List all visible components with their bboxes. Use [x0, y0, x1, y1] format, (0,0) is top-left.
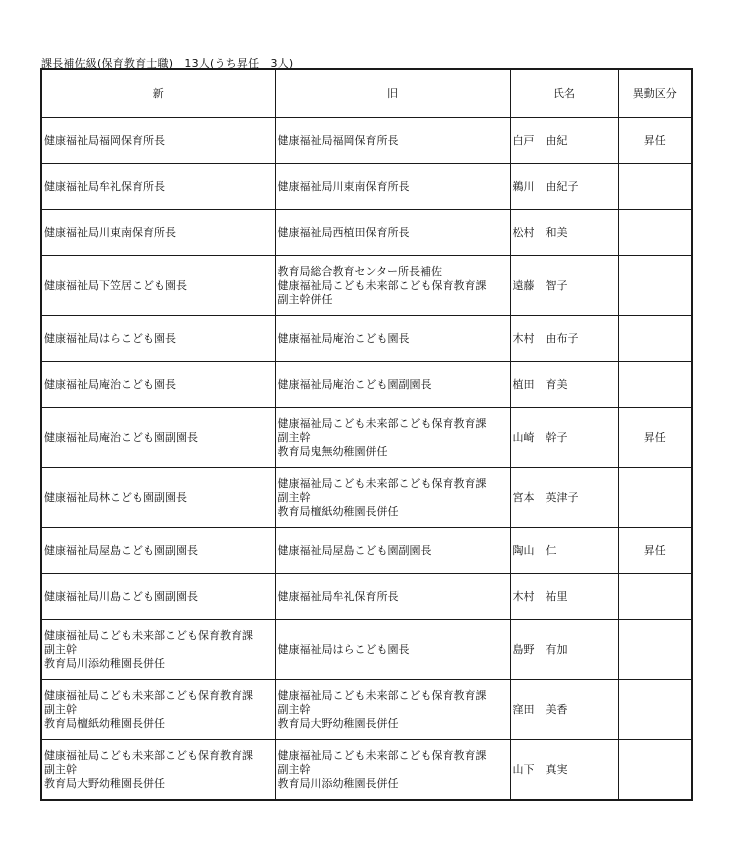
table-row: [41, 740, 692, 801]
personnel-table: [40, 68, 693, 801]
new-position-line: 健康福祉局こども未来部こども保育教育課: [44, 748, 253, 762]
header-kubun: 異動区分: [618, 69, 692, 118]
new-position-line: 副主幹: [44, 642, 77, 656]
table-body: [41, 118, 692, 801]
person-name-cell: 植田 育美: [510, 362, 618, 408]
table-row: [41, 164, 692, 210]
person-name-cell: 山崎 幹子: [510, 408, 618, 468]
person-name-cell: 木村 由布子: [510, 316, 618, 362]
old-position-line: 副主幹併任: [277, 292, 333, 306]
new-position-cell: [41, 408, 275, 468]
person-name-cell: 鵜川 由紀子: [510, 164, 618, 210]
old-position-line: 健康福祉局はらこども園長: [277, 642, 410, 656]
transfer-type-cell: [618, 574, 692, 620]
old-position-cell: [275, 740, 510, 801]
header-old: 旧: [275, 69, 510, 118]
table-row: [41, 574, 692, 620]
transfer-type-cell: [618, 680, 692, 740]
old-position-line: 健康福祉局こども未来部こども保育教育課: [277, 688, 487, 702]
old-position-cell: [275, 528, 510, 574]
new-position-cell: [41, 362, 275, 408]
transfer-type-cell: [618, 210, 692, 256]
new-position-line: 健康福祉局下笠居こども園長: [44, 278, 187, 292]
old-position-line: 教育局鬼無幼稚園併任: [277, 444, 388, 458]
old-position-line: 健康福祉局庵治こども園副園長: [277, 377, 432, 391]
new-position-cell: [41, 210, 275, 256]
new-position-cell: [41, 164, 275, 210]
table-row: [41, 620, 692, 680]
new-position-line: 健康福祉局こども未来部こども保育教育課: [44, 688, 253, 702]
new-position-line: 健康福祉局川島こども園副園長: [44, 589, 198, 603]
table-row: [41, 316, 692, 362]
new-position-line: 教育局川添幼稚園長併任: [44, 656, 165, 670]
table-row: [41, 680, 692, 740]
transfer-type-cell: [618, 740, 692, 801]
new-position-line: 健康福祉局こども未来部こども保育教育課: [44, 628, 253, 642]
new-position-cell: [41, 256, 275, 316]
old-position-line: 副主幹: [277, 490, 311, 504]
old-position-line: 健康福祉局こども未来部こども保育教育課: [277, 476, 487, 490]
new-position-cell: [41, 316, 275, 362]
old-position-line: 教育局川添幼稚園長併任: [277, 776, 399, 790]
old-position-line: 健康福祉局こども未来部こども保育教育課: [277, 278, 487, 292]
table-row: [41, 468, 692, 528]
old-position-cell: [275, 164, 510, 210]
document-caption: 課長補佐級(保育教育士職) 13人(うち昇任 3人): [41, 57, 294, 70]
table-header: [41, 69, 692, 118]
old-position-cell: [275, 362, 510, 408]
old-position-cell: [275, 574, 510, 620]
person-name-cell: 遠藤 智子: [510, 256, 618, 316]
old-position-line: 健康福祉局こども未来部こども保育教育課: [277, 416, 487, 430]
person-name-cell: 白戸 由紀: [510, 118, 618, 164]
table-row: [41, 408, 692, 468]
old-position-cell: [275, 680, 510, 740]
table-row: [41, 210, 692, 256]
new-position-line: 健康福祉局庵治こども園副園長: [44, 430, 198, 444]
new-position-line: 健康福祉局庵治こども園長: [44, 377, 176, 391]
person-name-cell: 木村 祐里: [510, 574, 618, 620]
old-position-line: 副主幹: [277, 430, 311, 444]
table-row: [41, 528, 692, 574]
table-row: [41, 256, 692, 316]
new-position-line: 健康福祉局林こども園副園長: [44, 490, 187, 504]
transfer-type-cell: 昇任: [618, 408, 692, 468]
transfer-type-cell: [618, 620, 692, 680]
old-position-cell: [275, 256, 510, 316]
transfer-type-cell: 昇任: [618, 118, 692, 164]
header-row: [41, 69, 692, 118]
new-position-line: 健康福祉局牟礼保育所長: [44, 179, 165, 193]
old-position-cell: [275, 316, 510, 362]
person-name-cell: 宮本 英津子: [510, 468, 618, 528]
old-position-line: 副主幹: [277, 762, 311, 776]
old-position-line: 健康福祉局庵治こども園長: [277, 331, 410, 345]
old-position-cell: [275, 620, 510, 680]
old-position-cell: [275, 468, 510, 528]
transfer-type-cell: [618, 256, 692, 316]
new-position-cell: [41, 680, 275, 740]
new-position-cell: [41, 468, 275, 528]
old-position-cell: [275, 408, 510, 468]
new-position-line: 健康福祉局はらこども園長: [44, 331, 176, 345]
transfer-type-cell: [618, 316, 692, 362]
old-position-line: 副主幹: [277, 702, 311, 716]
old-position-cell: [275, 210, 510, 256]
header-name: 氏名: [510, 69, 618, 118]
old-position-line: 健康福祉局屋島こども園副園長: [277, 543, 432, 557]
transfer-type-cell: [618, 164, 692, 210]
old-position-line: 教育局檀紙幼稚園長併任: [277, 504, 399, 518]
person-name-cell: 山下 真実: [510, 740, 618, 801]
person-name-cell: 陶山 仁: [510, 528, 618, 574]
person-name-cell: 窪田 美香: [510, 680, 618, 740]
old-position-line: 教育局大野幼稚園長併任: [277, 716, 399, 730]
header-new: 新: [41, 69, 275, 118]
new-position-line: 教育局大野幼稚園長併任: [44, 776, 165, 790]
table-row: [41, 118, 692, 164]
new-position-line: 副主幹: [44, 762, 77, 776]
new-position-line: 健康福祉局川東南保育所長: [44, 225, 176, 239]
new-position-cell: [41, 574, 275, 620]
old-position-line: 健康福祉局福岡保育所長: [277, 133, 399, 147]
old-position-line: 教育局総合教育センター所長補佐: [277, 264, 443, 278]
new-position-cell: [41, 528, 275, 574]
new-position-line: 教育局檀紙幼稚園長併任: [44, 716, 165, 730]
new-position-line: 健康福祉局屋島こども園副園長: [44, 543, 198, 557]
new-position-cell: [41, 118, 275, 164]
transfer-type-cell: [618, 468, 692, 528]
old-position-line: 健康福祉局西植田保育所長: [277, 225, 410, 239]
new-position-line: 健康福祉局福岡保育所長: [44, 133, 165, 147]
old-position-cell: [275, 118, 510, 164]
new-position-cell: [41, 740, 275, 801]
transfer-type-cell: 昇任: [618, 528, 692, 574]
new-position-cell: [41, 620, 275, 680]
old-position-line: 健康福祉局川東南保育所長: [277, 179, 410, 193]
transfer-type-cell: [618, 362, 692, 408]
table-row: [41, 362, 692, 408]
old-position-line: 健康福祉局こども未来部こども保育教育課: [277, 748, 487, 762]
old-position-line: 健康福祉局牟礼保育所長: [277, 589, 399, 603]
person-name-cell: 島野 有加: [510, 620, 618, 680]
person-name-cell: 松村 和美: [510, 210, 618, 256]
new-position-line: 副主幹: [44, 702, 77, 716]
